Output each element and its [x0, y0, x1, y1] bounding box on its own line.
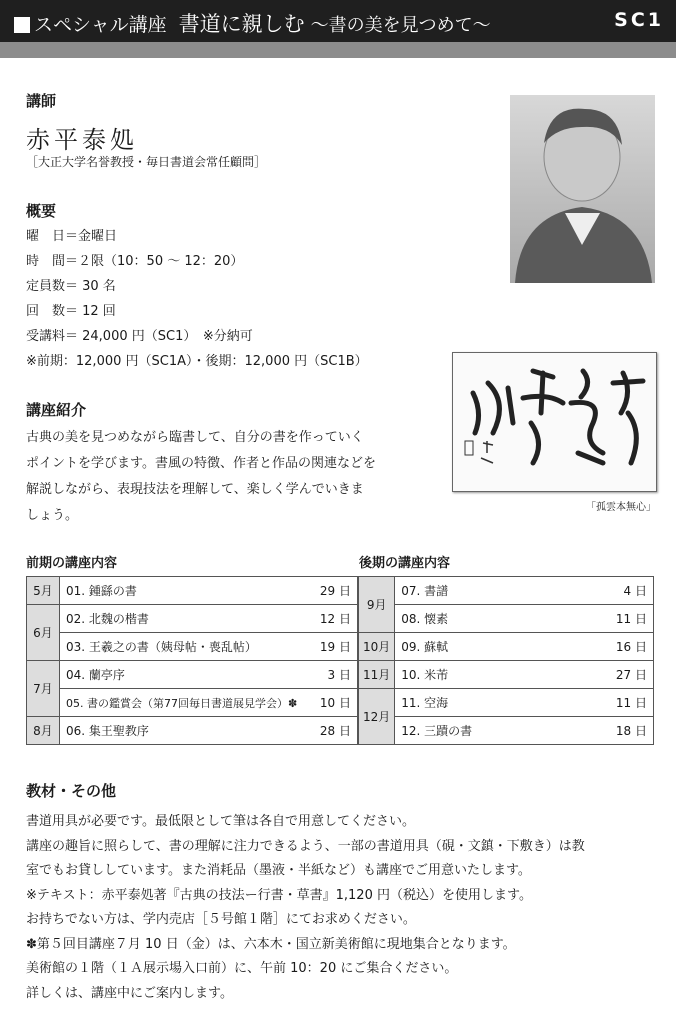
- lecture-date: 29 日: [312, 577, 357, 605]
- lecture-title: 12. 三蹟の書: [395, 717, 565, 745]
- overview-fee: 受講料＝ 24,000 円（SC1） ※分納可: [26, 329, 253, 344]
- second-term-heading: 後期の講座内容: [359, 556, 451, 571]
- overview-sessions: 回 数＝ 12 回: [26, 304, 116, 319]
- overview-time: 時 間＝２限（10：50 〜 12：20）: [26, 254, 244, 269]
- table-row: [27, 717, 358, 745]
- materials-line: ※テキスト：赤平泰処著『古典の技法ー行書・草書』1,120 円（税込）を使用します。: [26, 887, 532, 903]
- calligraphy-caption: 「孤雲本無心」: [586, 502, 656, 513]
- table-row: [359, 717, 654, 745]
- instructor-affiliation: ［大正大学名誉教授・毎日書道会常任顧問］: [26, 155, 267, 169]
- materials-heading: 教材・その他: [26, 782, 117, 800]
- table-row: [359, 633, 654, 661]
- lecture-title: 03. 王羲之の書（姨母帖・喪乱帖）: [60, 633, 313, 661]
- table-row: [27, 577, 358, 605]
- month-cell: 8月: [27, 717, 60, 745]
- square-bullet-icon: [14, 17, 30, 33]
- materials-line: ✽第５回目講座７月 10 日（金）は、六本木・国立新美術館に現地集合となります。: [26, 936, 516, 952]
- materials-line: 美術館の１階（１Ａ展示場入口前）に、午前 10：20 にご集合ください。: [26, 961, 458, 976]
- overview-heading: 概要: [26, 202, 57, 220]
- instructor-name: 赤平泰処: [26, 126, 138, 154]
- calligraphy-artwork: [452, 352, 657, 492]
- table-row: [359, 577, 654, 605]
- course-title: 書道に親しむ: [178, 12, 305, 36]
- lecture-title: 08. 懐素: [395, 605, 565, 633]
- table-row: [27, 605, 358, 633]
- first-term-schedule: [26, 576, 358, 745]
- header-title: [14, 8, 491, 38]
- table-row: [359, 661, 654, 689]
- month-cell: 12月: [359, 689, 395, 745]
- month-cell: 6月: [27, 605, 60, 661]
- lecture-date: 18 日: [565, 717, 654, 745]
- overview-fee-split: ※前期：12,000 円（SC1A）・後期：12,000 円（SC1B）: [26, 354, 368, 369]
- materials-line: お持ちでない方は、学内売店［５号館１階］にてお求めください。: [26, 912, 416, 927]
- table-row: [27, 633, 358, 661]
- intro-text: 古典の美を見つめながら臨書して、自分の書を作っていくポイントを学びます。書風の特徴、作者と作品の関連などを解説しながら、表現技法を理解して、楽しく学んでいきましょう。: [26, 430, 376, 523]
- month-cell: 9月: [359, 577, 395, 633]
- lecture-date: 11 日: [565, 689, 654, 717]
- lecture-title: 11. 空海: [395, 689, 565, 717]
- materials-line: 室でもお貸ししています。また消耗品（墨液・半紙など）も講座でご用意いたします。: [26, 863, 531, 878]
- lecture-title: 05. 書の鑑賞会（第77回毎日書道展見学会）✽: [60, 689, 313, 717]
- month-cell: 7月: [27, 661, 60, 717]
- lecture-title: 02. 北魏の楷書: [60, 605, 313, 633]
- course-code: SC1: [614, 9, 664, 31]
- overview-details: [26, 224, 368, 374]
- month-cell: 5月: [27, 577, 60, 605]
- lecture-title: 07. 書譜: [395, 577, 565, 605]
- lecture-date: 19 日: [312, 633, 357, 661]
- page-header: [0, 0, 676, 42]
- first-term-heading: 前期の講座内容: [26, 556, 118, 571]
- month-cell: 11月: [359, 661, 395, 689]
- materials-line: 詳しくは、講座中にご案内します。: [26, 985, 233, 1001]
- lecture-title: 04. 蘭亭序: [60, 661, 313, 689]
- overview-day: 曜 日＝金曜日: [26, 229, 118, 244]
- instructor-heading: 講師: [26, 92, 57, 110]
- lecture-date: 3 日: [312, 661, 357, 689]
- materials-line: 書道用具が必要です。最低限として筆は各自で用意してください。: [26, 814, 415, 829]
- lecture-title: 10. 米芾: [395, 661, 565, 689]
- lecture-title: 09. 蘇軾: [395, 633, 565, 661]
- calligraphy-image: [453, 353, 656, 491]
- lecture-date: 27 日: [565, 661, 654, 689]
- lecture-date: 10 日: [312, 689, 357, 717]
- table-row: [27, 661, 358, 689]
- lecture-date: 4 日: [565, 577, 654, 605]
- materials-line: 講座の趣旨に照らして、書の理解に注力できるよう、一部の書道用具（硯・文鎮・下敷き）は教: [26, 838, 585, 854]
- lecture-date: 16 日: [565, 633, 654, 661]
- table-row: [27, 689, 358, 717]
- lecture-date: 11 日: [565, 605, 654, 633]
- portrait-image: [510, 95, 655, 283]
- lecture-date: 12 日: [312, 605, 357, 633]
- header-band: [0, 42, 676, 58]
- header-prefix: スペシャル講座: [34, 14, 167, 36]
- course-subtitle: 〜書の美を見つめて〜: [310, 15, 491, 36]
- overview-capacity: 定員数＝ 30 名: [26, 279, 116, 294]
- lecture-date: 28 日: [312, 717, 357, 745]
- month-cell: 10月: [359, 633, 395, 661]
- second-term-schedule: [358, 576, 654, 745]
- lecture-title: 01. 鍾繇の書: [60, 577, 313, 605]
- lecture-title: 06. 集王聖教序: [60, 717, 313, 745]
- table-row: [359, 689, 654, 717]
- intro-heading: 講座紹介: [26, 401, 87, 419]
- table-row: [359, 605, 654, 633]
- materials-text: [26, 810, 666, 1006]
- instructor-photo: [510, 95, 655, 283]
